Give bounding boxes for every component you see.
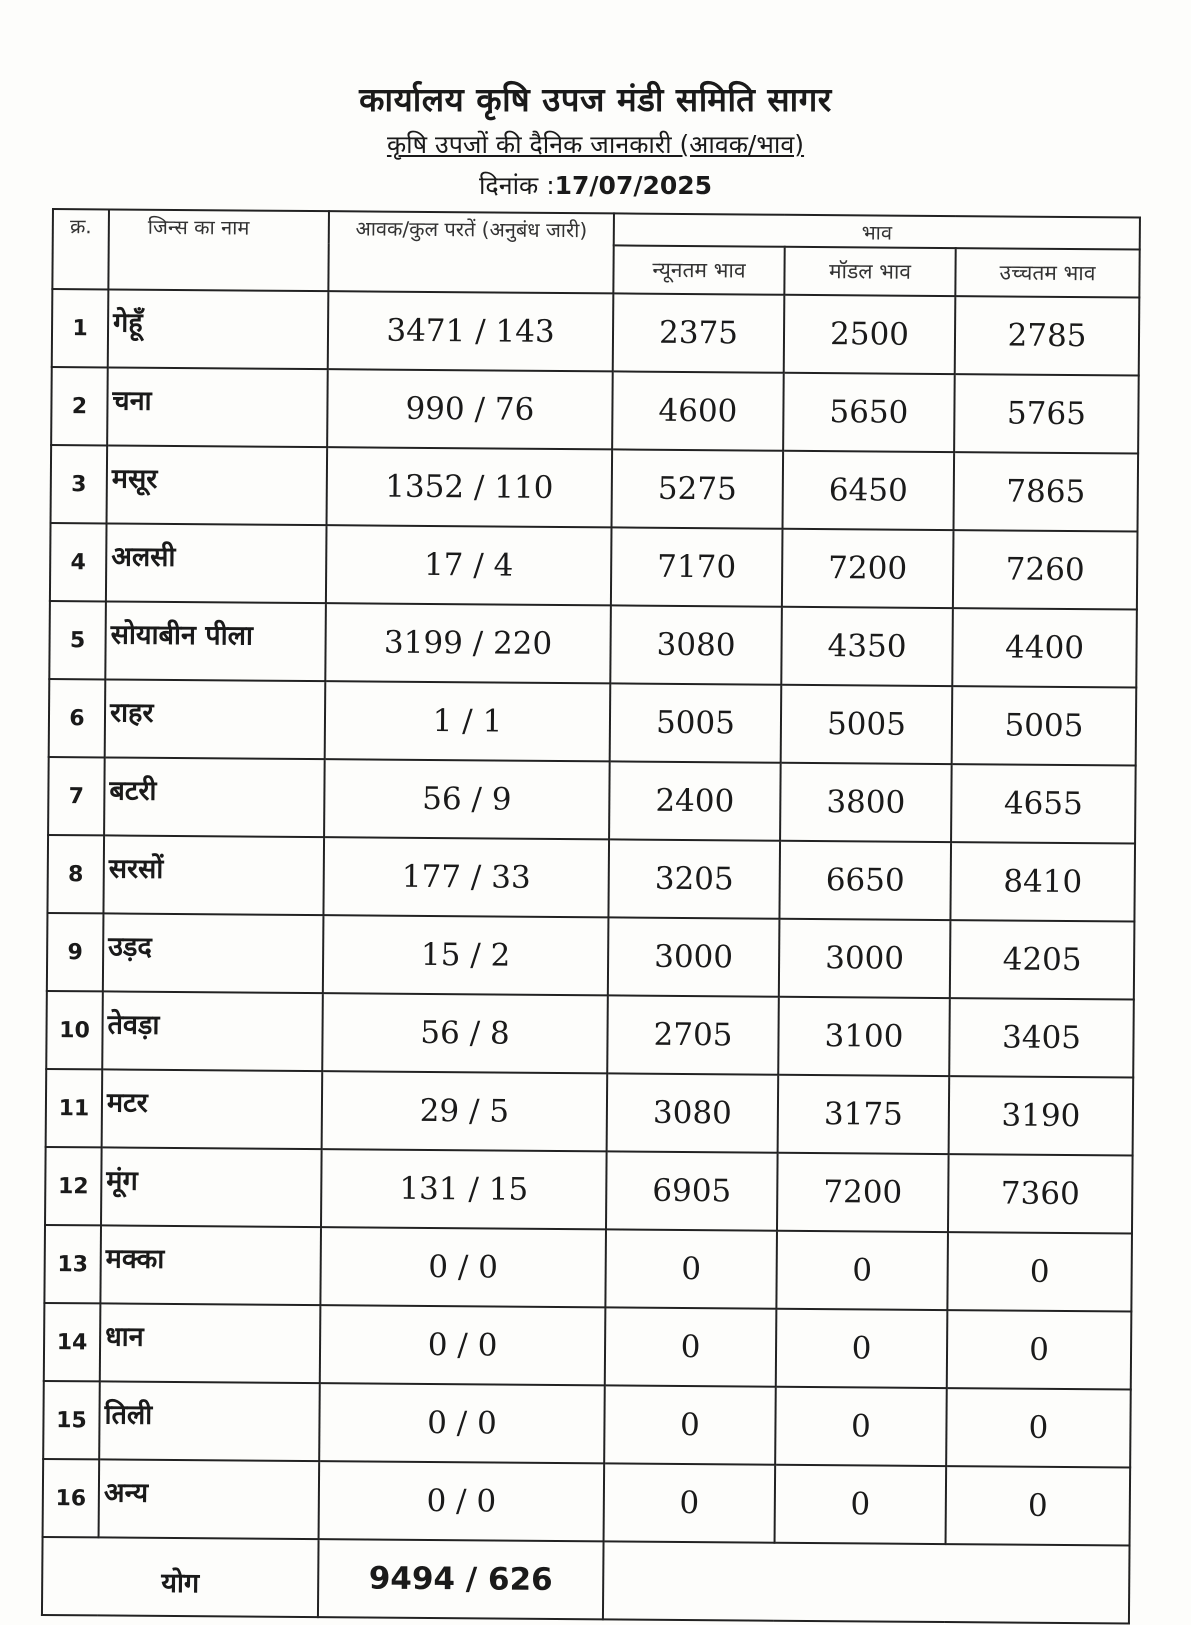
row-min-price: 5005 [610,683,782,762]
row-modal-price: 3175 [778,1075,950,1154]
row-sno: 7 [48,757,105,835]
row-commodity-name: मक्का [100,1225,321,1305]
col-header-bhav: भाव [614,213,1140,249]
row-max-price: 8410 [950,842,1135,921]
row-min-price: 0 [604,1385,776,1464]
row-commodity-name: उड़द [103,913,324,993]
row-min-price: 3000 [608,917,780,996]
row-min-price: 2375 [613,293,785,372]
row-modal-price: 2500 [784,295,956,374]
row-min-price: 0 [604,1463,776,1542]
row-modal-price: 7200 [777,1153,949,1232]
row-modal-price: 0 [775,1465,947,1544]
row-sno: 14 [44,1303,101,1381]
table-row [46,1069,1134,1156]
row-modal-price: 7200 [782,529,954,608]
row-min-price: 0 [605,1307,777,1386]
row-commodity-name: सरसों [103,835,324,915]
row-min-price: 3205 [608,839,780,918]
report-date [0,168,1191,202]
row-sno: 16 [43,1459,100,1537]
row-min-price: 5275 [612,449,784,528]
row-arrival: 1352 / 110 [327,447,613,527]
row-sno: 8 [47,835,104,913]
row-max-price: 5765 [954,374,1139,453]
row-min-price: 2705 [607,995,779,1074]
row-max-price: 4400 [952,608,1137,687]
table-row [43,1381,1131,1468]
row-arrival: 177 / 33 [323,837,609,917]
row-commodity-name: तिली [99,1381,320,1461]
row-min-price: 2400 [609,761,781,840]
row-arrival: 56 / 9 [324,759,610,839]
row-sno: 10 [46,991,103,1069]
total-label: योग [42,1537,319,1617]
row-sno: 15 [43,1381,100,1459]
row-commodity-name: बटरी [104,757,325,837]
total-row [42,1537,1130,1624]
row-commodity-name: अन्य [99,1459,320,1539]
table-row [52,289,1140,376]
row-arrival: 0 / 0 [320,1227,606,1307]
row-modal-price: 5005 [781,685,953,764]
table-row [51,445,1139,532]
table-row [48,757,1136,844]
row-commodity-name: धान [100,1303,321,1383]
row-arrival: 131 / 15 [321,1149,607,1229]
row-sno: 4 [50,523,107,601]
row-sno: 3 [51,445,108,523]
row-modal-price: 6650 [779,841,951,920]
col-header-arrival: आवक/कुल परतें (अनुबंध जारी) [328,211,614,293]
row-sno: 11 [46,1069,103,1147]
row-min-price: 0 [605,1229,777,1308]
row-arrival: 0 / 0 [319,1383,605,1463]
row-max-price: 3190 [949,1076,1134,1155]
row-modal-price: 3100 [778,997,950,1076]
office-title: कार्यालय कृषि उपज मंडी समिति सागर [359,80,832,119]
row-modal-price: 4350 [781,607,953,686]
row-sno: 12 [45,1147,102,1225]
header-row [53,209,1140,250]
row-arrival: 3471 / 143 [328,291,614,371]
report-subtitle: कृषि उपजों की दैनिक जानकारी (आवक/भाव) [386,130,805,159]
row-commodity-name: मसूर [107,445,328,525]
row-max-price: 0 [947,1310,1132,1389]
row-commodity-name: अलसी [106,523,327,603]
table-row [45,1147,1133,1234]
row-max-price: 0 [947,1232,1132,1311]
row-sno: 13 [44,1225,101,1303]
row-sno: 2 [51,367,108,445]
row-arrival: 29 / 5 [322,1071,608,1151]
row-sno: 6 [49,679,106,757]
table-row [44,1225,1132,1312]
row-max-price: 7865 [953,452,1138,531]
row-arrival: 990 / 76 [327,369,613,449]
row-modal-price: 5650 [783,373,955,452]
col-header-min: न्यूनतम भाव [613,245,784,294]
mandi-rates-table [41,208,1141,1625]
table-row [44,1303,1132,1390]
row-modal-price: 0 [776,1309,948,1388]
row-arrival: 1 / 1 [325,681,611,761]
row-sno: 9 [47,913,104,991]
row-commodity-name: राहर [105,679,326,759]
row-arrival: 15 / 2 [323,915,609,995]
table-row [49,679,1137,766]
row-max-price: 4205 [950,920,1135,999]
row-commodity-name: गेहूँ [108,289,329,369]
date-label: दिनांक : [478,171,555,200]
col-header-max: उच्चतम भाव [955,248,1139,297]
row-arrival: 3199 / 220 [325,603,611,683]
row-sno: 1 [52,289,109,367]
row-commodity-name: तेवड़ा [102,991,323,1071]
row-modal-price: 3000 [779,919,951,998]
row-min-price: 7170 [611,527,783,606]
col-header-name: जिन्स का नाम [108,209,329,291]
row-commodity-name: मटर [102,1069,323,1149]
row-max-price: 7260 [953,530,1138,609]
table-row [47,913,1135,1000]
row-arrival: 56 / 8 [322,993,608,1073]
row-max-price: 4655 [951,764,1136,843]
table-row [50,523,1138,610]
row-modal-price: 0 [776,1231,948,1310]
row-max-price: 0 [946,1388,1131,1467]
row-max-price: 5005 [952,686,1137,765]
row-max-price: 0 [946,1466,1131,1545]
row-arrival: 17 / 4 [326,525,612,605]
table-row [46,991,1134,1078]
date-value: 17/07/2025 [554,171,713,200]
table-row [49,601,1137,688]
table-row [47,835,1135,922]
row-min-price: 3080 [610,605,782,684]
row-max-price: 3405 [949,998,1134,1077]
row-arrival: 0 / 0 [319,1461,605,1541]
col-header-sno: क्र. [52,209,109,289]
row-min-price: 3080 [607,1073,779,1152]
row-sno: 5 [49,601,106,679]
row-commodity-name: सोयाबीन पीला [105,601,326,681]
row-min-price: 4600 [612,371,784,450]
table-row [43,1459,1131,1546]
row-commodity-name: मूंग [101,1147,322,1227]
total-empty-cell [603,1541,1130,1623]
row-modal-price: 6450 [783,451,955,530]
row-max-price: 2785 [955,296,1140,375]
table-row [51,367,1139,454]
row-arrival: 0 / 0 [320,1305,606,1385]
row-min-price: 6905 [606,1151,778,1230]
row-commodity-name: चना [107,367,328,447]
row-modal-price: 0 [775,1387,947,1466]
row-max-price: 7360 [948,1154,1133,1233]
row-modal-price: 3800 [780,763,952,842]
col-header-modal: मॉडल भाव [784,247,955,296]
total-arrival: 9494 / 626 [318,1539,604,1619]
